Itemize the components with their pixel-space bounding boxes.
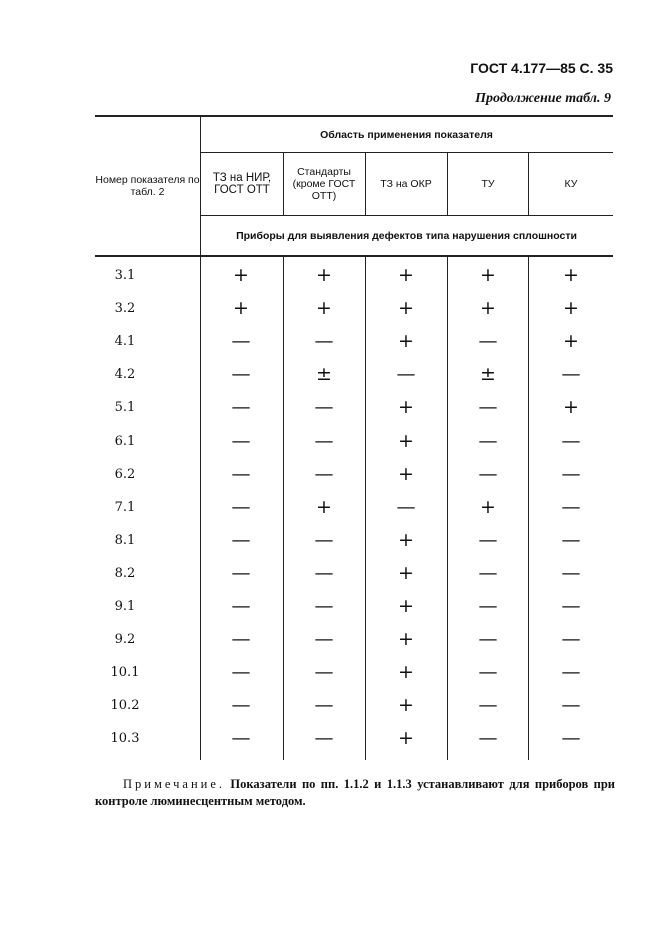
table-cell: — bbox=[231, 330, 251, 353]
table-cell: + bbox=[398, 429, 414, 452]
table-cell: — bbox=[478, 628, 498, 651]
table-cell: — bbox=[478, 462, 498, 485]
table-cell: — bbox=[314, 330, 334, 353]
table-continuation: Продолжение табл. 9 bbox=[475, 91, 611, 106]
table-cell: — bbox=[396, 495, 416, 518]
row-number: 10.1 bbox=[110, 665, 140, 681]
table-cell: — bbox=[231, 363, 251, 386]
column-header-tu: ТУ bbox=[481, 178, 495, 190]
table-cell: + bbox=[563, 297, 579, 320]
table-cell: — bbox=[478, 595, 498, 617]
table-cell: — bbox=[478, 528, 498, 551]
table-cell: + bbox=[398, 694, 414, 717]
index-column-header: Номер показателя по табл. 2 bbox=[95, 174, 200, 198]
row-number: 9.1 bbox=[114, 599, 136, 614]
table-cell: + bbox=[316, 264, 332, 286]
table-cell: — bbox=[314, 595, 334, 617]
column-header-tz-nir: ТЗ на НИР, ГОСТ ОТТ bbox=[212, 172, 272, 196]
table-cell: — bbox=[314, 429, 334, 452]
table-cell: — bbox=[561, 528, 581, 551]
table-cell: + bbox=[398, 595, 414, 617]
table-cell: + bbox=[316, 297, 332, 320]
table-cell: — bbox=[231, 495, 251, 518]
table-cell: — bbox=[478, 429, 498, 452]
column-header-standards: Стандарты (кроме ГОСТ ОТТ) bbox=[292, 166, 356, 202]
table-cell: — bbox=[478, 661, 498, 684]
table-cell: — bbox=[231, 694, 251, 717]
note-label: Примечание. bbox=[123, 777, 226, 791]
table-cell: — bbox=[561, 727, 581, 750]
table-cell: — bbox=[231, 595, 251, 617]
column-divider bbox=[447, 152, 448, 215]
table-cell: + bbox=[398, 561, 414, 584]
table-cell: — bbox=[561, 561, 581, 584]
table-cell: + bbox=[398, 264, 414, 286]
table-cell: + bbox=[480, 264, 496, 286]
table-cell: — bbox=[231, 396, 251, 419]
table-cell: — bbox=[561, 495, 581, 518]
section-header: Приборы для выявления дефектов типа нарушения сплошности bbox=[236, 229, 577, 242]
table-cell: — bbox=[561, 661, 581, 684]
table-cell: — bbox=[231, 528, 251, 551]
table-cell: — bbox=[478, 396, 498, 419]
row-number: 3.1 bbox=[114, 268, 136, 283]
table-cell: — bbox=[561, 363, 581, 386]
row-number: 7.1 bbox=[114, 499, 136, 515]
row-number: 6.1 bbox=[114, 433, 136, 449]
row-number: 6.2 bbox=[114, 466, 136, 482]
table-cell: — bbox=[561, 429, 581, 452]
table-cell: + bbox=[398, 528, 414, 551]
table-cell: + bbox=[398, 396, 414, 419]
table-cell: — bbox=[231, 429, 251, 452]
row-number: 10.3 bbox=[110, 731, 140, 747]
table-cell: — bbox=[314, 528, 334, 551]
column-divider bbox=[283, 152, 284, 215]
column-header-ku: КУ bbox=[564, 178, 578, 190]
table-cell: + bbox=[563, 396, 579, 419]
header-bottom-rule bbox=[95, 255, 613, 257]
table-cell: + bbox=[398, 330, 414, 353]
row-number: 9.2 bbox=[114, 632, 136, 648]
table-cell: + bbox=[563, 330, 579, 353]
table-cell: — bbox=[561, 694, 581, 717]
note-text: Показатели по пп. 1.1.2 и 1.1.3 устанавливают для приборов при контроле люминесцентным методом. bbox=[95, 777, 615, 808]
table-cell: — bbox=[561, 628, 581, 651]
table-cell: — bbox=[478, 694, 498, 717]
table-cell: — bbox=[314, 694, 334, 717]
row-number: 3.2 bbox=[114, 301, 136, 317]
table-cell: — bbox=[561, 595, 581, 617]
column-divider bbox=[365, 152, 366, 215]
row-number: 10.2 bbox=[110, 698, 140, 714]
table-cell: — bbox=[314, 727, 334, 750]
table-cell: + bbox=[233, 297, 249, 320]
table-cell: + bbox=[233, 264, 249, 286]
table-cell: — bbox=[231, 727, 251, 750]
row-number: 4.1 bbox=[114, 334, 136, 350]
table-cell: + bbox=[398, 727, 414, 750]
table-cell: — bbox=[561, 462, 581, 485]
group-header: Область применения показателя bbox=[320, 128, 493, 141]
note bbox=[95, 776, 615, 810]
table-cell: — bbox=[478, 330, 498, 353]
table-cell: ± bbox=[480, 363, 496, 386]
table-cell: — bbox=[478, 727, 498, 750]
page-header: ГОСТ 4.177—85 С. 35 bbox=[470, 60, 613, 76]
table-cell: + bbox=[563, 264, 579, 286]
row-number: 4.2 bbox=[114, 367, 136, 383]
table-cell: — bbox=[231, 661, 251, 684]
table-cell: — bbox=[314, 661, 334, 684]
table-cell: + bbox=[398, 628, 414, 651]
table-cell: — bbox=[314, 561, 334, 584]
table-cell: + bbox=[398, 661, 414, 684]
table-cell: + bbox=[316, 495, 332, 518]
column-divider bbox=[528, 152, 529, 215]
column-header-tz-okr: ТЗ на ОКР bbox=[380, 178, 432, 190]
row-number: 8.2 bbox=[114, 565, 136, 581]
table-cell: — bbox=[478, 561, 498, 584]
table-cell: — bbox=[396, 363, 416, 386]
table-cell: + bbox=[480, 297, 496, 320]
table-cell: — bbox=[314, 396, 334, 419]
table-cell: + bbox=[398, 462, 414, 485]
table-cell: — bbox=[314, 628, 334, 651]
table-cell: — bbox=[231, 561, 251, 584]
table-cell: + bbox=[398, 297, 414, 320]
table-cell: ± bbox=[316, 363, 332, 386]
row-number: 8.1 bbox=[114, 532, 136, 548]
table-cell: — bbox=[231, 462, 251, 485]
table-cell: + bbox=[480, 495, 496, 518]
row-number: 5.1 bbox=[114, 400, 136, 416]
table-cell: — bbox=[231, 628, 251, 651]
table-cell: — bbox=[314, 462, 334, 485]
